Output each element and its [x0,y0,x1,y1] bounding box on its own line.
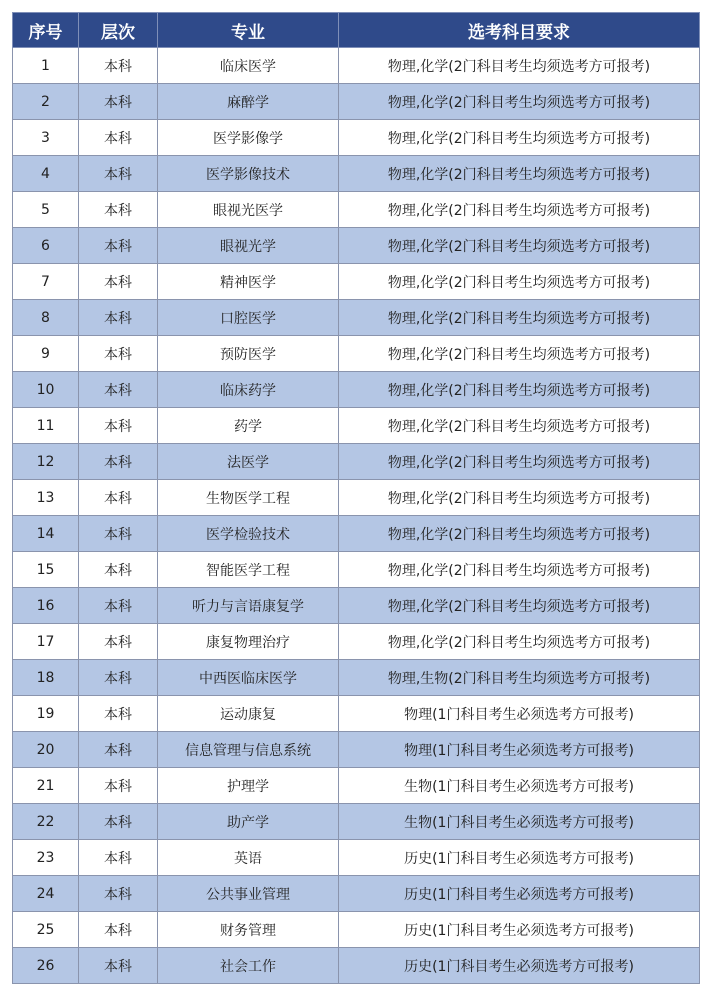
cell-major: 医学检验技术 [158,516,339,552]
cell-requirement: 物理,化学(2门科目考生均须选考方可报考) [339,624,700,660]
cell-requirement: 生物(1门科目考生必须选考方可报考) [339,804,700,840]
table-row [13,228,700,264]
cell-requirement: 物理,化学(2门科目考生均须选考方可报考) [339,264,700,300]
cell-requirement: 物理,化学(2门科目考生均须选考方可报考) [339,300,700,336]
cell-major: 听力与言语康复学 [158,588,339,624]
cell-index: 19 [13,696,79,732]
table-row [13,696,700,732]
cell-level: 本科 [79,444,158,480]
cell-major: 医学影像学 [158,120,339,156]
table-row [13,192,700,228]
cell-index: 10 [13,372,79,408]
cell-requirement: 物理,化学(2门科目考生均须选考方可报考) [339,552,700,588]
cell-major: 公共事业管理 [158,876,339,912]
cell-level: 本科 [79,228,158,264]
table-body [13,48,700,984]
table-row [13,768,700,804]
cell-level: 本科 [79,336,158,372]
cell-index: 7 [13,264,79,300]
cell-requirement: 物理,化学(2门科目考生均须选考方可报考) [339,372,700,408]
table-row [13,300,700,336]
cell-index: 14 [13,516,79,552]
table-row [13,948,700,984]
cell-level: 本科 [79,48,158,84]
cell-level: 本科 [79,156,158,192]
table-row [13,804,700,840]
cell-requirement: 物理,化学(2门科目考生均须选考方可报考) [339,408,700,444]
cell-level: 本科 [79,948,158,984]
cell-level: 本科 [79,768,158,804]
cell-index: 5 [13,192,79,228]
cell-requirement: 物理(1门科目考生必须选考方可报考) [339,696,700,732]
cell-requirement: 物理,化学(2门科目考生均须选考方可报考) [339,228,700,264]
cell-level: 本科 [79,912,158,948]
cell-major: 药学 [158,408,339,444]
cell-index: 11 [13,408,79,444]
table-row [13,372,700,408]
table-header-row [13,13,700,48]
table-row [13,624,700,660]
header-major: 专业 [158,13,339,48]
cell-requirement: 物理,化学(2门科目考生均须选考方可报考) [339,480,700,516]
cell-level: 本科 [79,84,158,120]
table-row [13,912,700,948]
cell-level: 本科 [79,624,158,660]
cell-major: 英语 [158,840,339,876]
cell-requirement: 物理,化学(2门科目考生均须选考方可报考) [339,120,700,156]
cell-index: 3 [13,120,79,156]
majors-table-container [12,12,699,984]
cell-major: 口腔医学 [158,300,339,336]
header-level: 层次 [79,13,158,48]
cell-index: 13 [13,480,79,516]
table-row [13,588,700,624]
cell-index: 4 [13,156,79,192]
cell-major: 信息管理与信息系统 [158,732,339,768]
cell-major: 护理学 [158,768,339,804]
cell-index: 18 [13,660,79,696]
table-row [13,264,700,300]
cell-index: 8 [13,300,79,336]
cell-major: 运动康复 [158,696,339,732]
table-row [13,444,700,480]
header-index: 序号 [13,13,79,48]
cell-major: 精神医学 [158,264,339,300]
cell-major: 财务管理 [158,912,339,948]
header-requirement: 选考科目要求 [339,13,700,48]
cell-level: 本科 [79,588,158,624]
table-row [13,840,700,876]
cell-index: 24 [13,876,79,912]
table-row [13,732,700,768]
table-row [13,156,700,192]
cell-major: 预防医学 [158,336,339,372]
cell-level: 本科 [79,732,158,768]
cell-major: 法医学 [158,444,339,480]
cell-level: 本科 [79,840,158,876]
cell-major: 麻醉学 [158,84,339,120]
cell-index: 21 [13,768,79,804]
cell-major: 眼视光医学 [158,192,339,228]
cell-requirement: 物理,化学(2门科目考生均须选考方可报考) [339,84,700,120]
cell-major: 社会工作 [158,948,339,984]
cell-requirement: 物理,化学(2门科目考生均须选考方可报考) [339,48,700,84]
cell-level: 本科 [79,408,158,444]
table-row [13,336,700,372]
cell-requirement: 物理,化学(2门科目考生均须选考方可报考) [339,336,700,372]
table-row [13,48,700,84]
cell-requirement: 物理(1门科目考生必须选考方可报考) [339,732,700,768]
cell-major: 助产学 [158,804,339,840]
table-row [13,84,700,120]
cell-requirement: 物理,化学(2门科目考生均须选考方可报考) [339,192,700,228]
table-row [13,660,700,696]
majors-table [12,12,700,984]
cell-requirement: 历史(1门科目考生必须选考方可报考) [339,840,700,876]
cell-index: 23 [13,840,79,876]
cell-requirement: 历史(1门科目考生必须选考方可报考) [339,948,700,984]
cell-requirement: 历史(1门科目考生必须选考方可报考) [339,876,700,912]
cell-level: 本科 [79,264,158,300]
cell-index: 20 [13,732,79,768]
cell-major: 中西医临床医学 [158,660,339,696]
cell-level: 本科 [79,876,158,912]
cell-major: 临床医学 [158,48,339,84]
cell-index: 2 [13,84,79,120]
cell-level: 本科 [79,120,158,156]
cell-requirement: 历史(1门科目考生必须选考方可报考) [339,912,700,948]
cell-requirement: 物理,化学(2门科目考生均须选考方可报考) [339,516,700,552]
cell-index: 16 [13,588,79,624]
table-row [13,480,700,516]
cell-major: 智能医学工程 [158,552,339,588]
cell-major: 生物医学工程 [158,480,339,516]
cell-index: 9 [13,336,79,372]
cell-index: 17 [13,624,79,660]
cell-level: 本科 [79,300,158,336]
cell-requirement: 生物(1门科目考生必须选考方可报考) [339,768,700,804]
cell-requirement: 物理,生物(2门科目考生均须选考方可报考) [339,660,700,696]
cell-level: 本科 [79,192,158,228]
cell-level: 本科 [79,516,158,552]
table-row [13,408,700,444]
cell-index: 1 [13,48,79,84]
cell-index: 22 [13,804,79,840]
table-row [13,876,700,912]
cell-requirement: 物理,化学(2门科目考生均须选考方可报考) [339,444,700,480]
cell-index: 6 [13,228,79,264]
table-row [13,516,700,552]
cell-requirement: 物理,化学(2门科目考生均须选考方可报考) [339,156,700,192]
cell-level: 本科 [79,480,158,516]
table-row [13,120,700,156]
cell-level: 本科 [79,660,158,696]
cell-requirement: 物理,化学(2门科目考生均须选考方可报考) [339,588,700,624]
cell-index: 12 [13,444,79,480]
cell-level: 本科 [79,372,158,408]
table-row [13,552,700,588]
cell-level: 本科 [79,696,158,732]
cell-index: 26 [13,948,79,984]
cell-index: 15 [13,552,79,588]
cell-major: 康复物理治疗 [158,624,339,660]
cell-index: 25 [13,912,79,948]
cell-level: 本科 [79,804,158,840]
cell-level: 本科 [79,552,158,588]
cell-major: 医学影像技术 [158,156,339,192]
cell-major: 临床药学 [158,372,339,408]
cell-major: 眼视光学 [158,228,339,264]
